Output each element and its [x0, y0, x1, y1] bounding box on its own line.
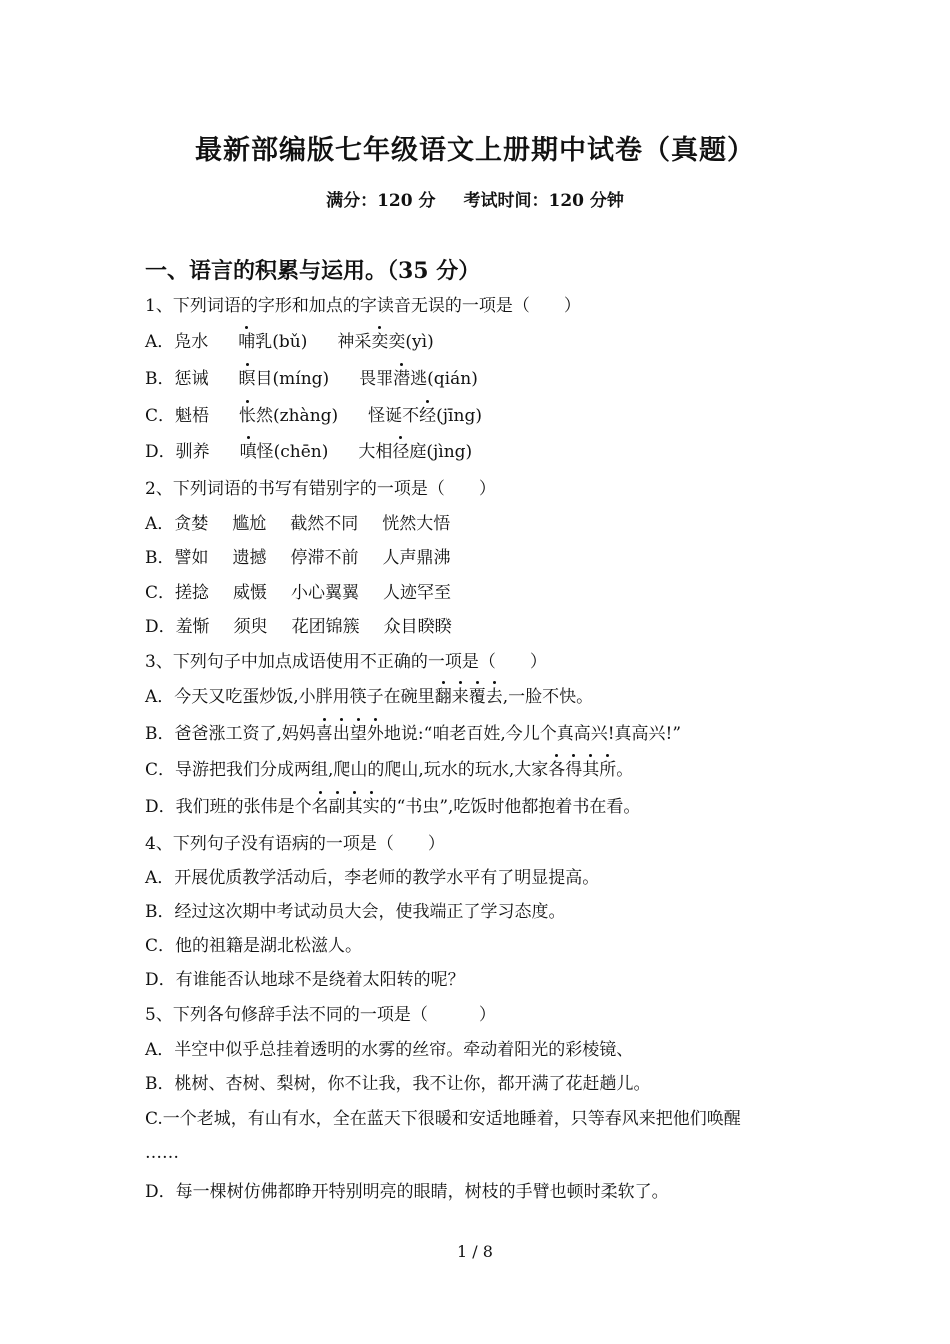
- q4-option-a: A．开展优质教学活动后，李老师的教学水平有了明显提高。: [145, 868, 600, 888]
- q2-stem: 2、下列词语的书写有错别字的一项是（ ）: [145, 479, 496, 499]
- q5-stem: 5、下列各句修辞手法不同的一项是（ ）: [145, 1005, 496, 1025]
- q4-stem: 4、下列句子没有语病的一项是（ ）: [145, 834, 445, 854]
- q4-option-c: C．他的祖籍是湖北松滋人。: [145, 936, 363, 956]
- q1-stem: 1、下列词语的字形和加点的字读音无误的一项是（ ）: [145, 296, 581, 316]
- q2-option-a: A．贪婪 尴尬 截然不同 恍然大悟: [145, 514, 451, 534]
- q1-option-d: D．驯养 嗔怪(chēn) 大相径庭(jìng): [145, 442, 473, 462]
- q2-option-b: B．譬如 遗撼 停滞不前 人声鼎沸: [145, 548, 451, 568]
- section-heading: 一、语言的积累与运用。（35 分）: [145, 258, 481, 284]
- q2-option-c: C．搓捻 威慑 小心翼翼 人迹罕至: [145, 583, 452, 603]
- full-score: 满分：120 分: [326, 191, 436, 211]
- q5-option-c: C.一个老城，有山有水，全在蓝天下很暖和安适地睡着，只等春风来把他们唤醒: [145, 1109, 741, 1129]
- page-number: 1 / 8: [457, 1242, 493, 1261]
- exam-time: 考试时间：120 分钟: [463, 191, 624, 211]
- q1-option-a: A．凫水 哺乳(bǔ) 神采奕奕(yì): [145, 332, 434, 352]
- q5-option-b: B．桃树、杏树、梨树，你不让我，我不让你，都开满了花赶趟儿。: [145, 1074, 651, 1094]
- q1-option-b: B．惩诫 瞑目(míng) 畏罪潜逃(qián): [145, 369, 478, 389]
- q4-option-d: D．有谁能否认地球不是绕着太阳转的呢？: [145, 970, 465, 990]
- q2-option-d: D．羞惭 须臾 花团锦簇 众目睽睽: [145, 617, 452, 637]
- q3-option-a: A．今天又吃蛋炒饭,小胖用筷子在碗里翻来覆去,一脸不快。: [145, 687, 594, 707]
- q1-option-c: C．魁梧 怅然(zhàng) 怪诞不经(jīng): [145, 406, 482, 426]
- q4-option-b: B．经过这次期中考试动员大会，使我端正了学习态度。: [145, 902, 566, 922]
- q3-stem: 3、下列句子中加点成语使用不正确的一项是（ ）: [145, 652, 547, 672]
- q3-option-b: B．爸爸涨工资了,妈妈喜出望外地说:“咱老百姓,今儿个真高兴!真高兴!”: [145, 724, 682, 744]
- q3-option-c: C．导游把我们分成两组,爬山的爬山,玩水的玩水,大家各得其所。: [145, 760, 634, 780]
- q5-option-d: D．每一棵树仿佛都睁开特别明亮的眼睛，树枝的手臂也顿时柔软了。: [145, 1182, 669, 1202]
- q3-option-d: D．我们班的张伟是个名副其实的“书虫”,吃饭时他都抱着书在看。: [145, 797, 641, 817]
- page-title: 最新部编版七年级语文上册期中试卷（真题）: [195, 135, 755, 166]
- exam-info: [0, 186, 950, 211]
- q5-option-c-continuation: ……: [145, 1143, 179, 1163]
- q5-option-a: A．半空中似乎总挂着透明的水雾的丝帘。牵动着阳光的彩棱镜、: [145, 1040, 634, 1060]
